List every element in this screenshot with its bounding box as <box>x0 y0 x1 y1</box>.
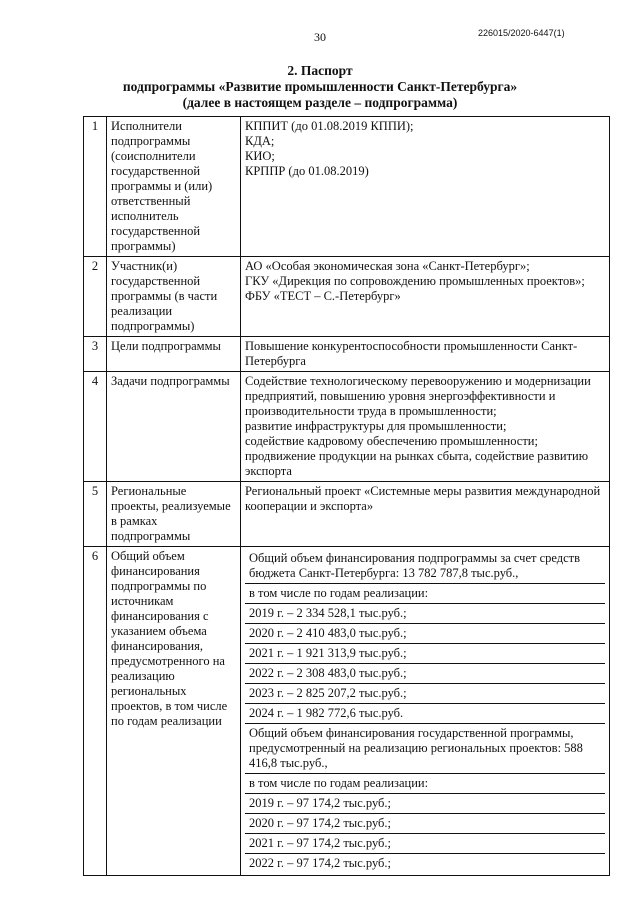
row-label: Общий объем финансирования подпрограммы по источникам финансирования с указанием объема финансирования, предусмотренного на реализацию региональных проектов, в том числе по годам реализации <box>107 547 241 876</box>
financing-line: 2021 г. – 1 921 313,9 тыс.руб.; <box>245 643 605 663</box>
value-line: развитие инфраструктуры для промышленности; <box>245 419 507 433</box>
value-line: КИО; <box>245 149 275 163</box>
value-line: ФБУ «ТЕСТ – С.-Петербург» <box>245 289 401 303</box>
financing-line: 2022 г. – 2 308 483,0 тыс.руб.; <box>245 663 605 683</box>
row-value: Региональный проект «Системные меры развития международной кооперации и экспорта» <box>241 482 610 547</box>
row-value <box>241 372 610 482</box>
passport-table <box>83 116 610 876</box>
title-line: 2. Паспорт <box>287 63 353 78</box>
table-row <box>84 482 610 547</box>
page-title <box>0 63 640 111</box>
financing-line: 2019 г. – 97 174,2 тыс.руб.; <box>245 793 605 813</box>
row-value: Повышение конкурентоспособности промышленности Санкт-Петербурга <box>241 337 610 372</box>
value-line: содействие кадровому обеспечению промышленности; <box>245 434 538 448</box>
value-line: ГКУ «Дирекция по сопровождению промышленных проектов»; <box>245 274 585 288</box>
page-number: 30 <box>314 30 326 44</box>
financing-cell <box>241 547 610 876</box>
row-number: 5 <box>84 482 107 547</box>
financing-line: 2024 г. – 1 982 772,6 тыс.руб. <box>245 703 605 723</box>
value-line: Содействие технологическому перевооружению и модернизации предприятий, повышению уровня энергоэффективности и производительности труда в промышленности; <box>245 374 591 418</box>
table-row <box>84 117 610 257</box>
financing-line: 2020 г. – 2 410 483,0 тыс.руб.; <box>245 623 605 643</box>
table-row <box>84 547 610 876</box>
row-label: Исполнители подпрограммы (соисполнители государственной программы и (или) ответственный исполнитель государственной программы) <box>107 117 241 257</box>
row-label: Задачи подпрограммы <box>107 372 241 482</box>
table-row <box>84 257 610 337</box>
value-line: АО «Особая экономическая зона «Санкт-Петербург»; <box>245 259 530 273</box>
row-value <box>241 117 610 257</box>
value-line: КРППР (до 01.08.2019) <box>245 164 369 178</box>
financing-line: в том числе по годам реализации: <box>245 773 605 793</box>
financing-line: 2023 г. – 2 825 207,2 тыс.руб.; <box>245 683 605 703</box>
financing-line: в том числе по годам реализации: <box>245 583 605 603</box>
title-line: подпрограммы «Развитие промышленности Санкт-Петербурга» <box>122 79 518 94</box>
financing-line: 2022 г. – 97 174,2 тыс.руб.; <box>245 853 605 873</box>
row-number: 4 <box>84 372 107 482</box>
row-label: Участник(и) государственной программы (в части реализации подпрограммы) <box>107 257 241 337</box>
row-value <box>241 257 610 337</box>
row-number: 3 <box>84 337 107 372</box>
table-row <box>84 337 610 372</box>
value-line: КДА; <box>245 134 275 148</box>
document-code: 226015/2020-6447(1) <box>478 28 565 38</box>
financing-line: 2021 г. – 97 174,2 тыс.руб.; <box>245 833 605 853</box>
row-number: 1 <box>84 117 107 257</box>
title-line: (далее в настоящем разделе – подпрограмма) <box>182 95 458 110</box>
financing-line: Общий объем финансирования подпрограммы за счет средств бюджета Санкт-Петербурга: 13 782 787,8 тыс.руб., <box>249 551 581 580</box>
row-label: Региональные проекты, реализуемые в рамках подпрограммы <box>107 482 241 547</box>
row-number: 6 <box>84 547 107 876</box>
value-line: продвижение продукции на рынках сбыта, содействие развитию экспорта <box>245 449 589 478</box>
row-label: Цели подпрограммы <box>107 337 241 372</box>
row-number: 2 <box>84 257 107 337</box>
table-row <box>84 372 610 482</box>
financing-line: Общий объем финансирования государственной программы, предусмотренный на реализацию региональных проектов: 588 416,8 тыс.руб., <box>245 723 605 773</box>
value-line: КППИТ (до 01.08.2019 КППИ); <box>245 119 414 133</box>
financing-line: 2019 г. – 2 334 528,1 тыс.руб.; <box>245 603 605 623</box>
financing-line: 2020 г. – 97 174,2 тыс.руб.; <box>245 813 605 833</box>
